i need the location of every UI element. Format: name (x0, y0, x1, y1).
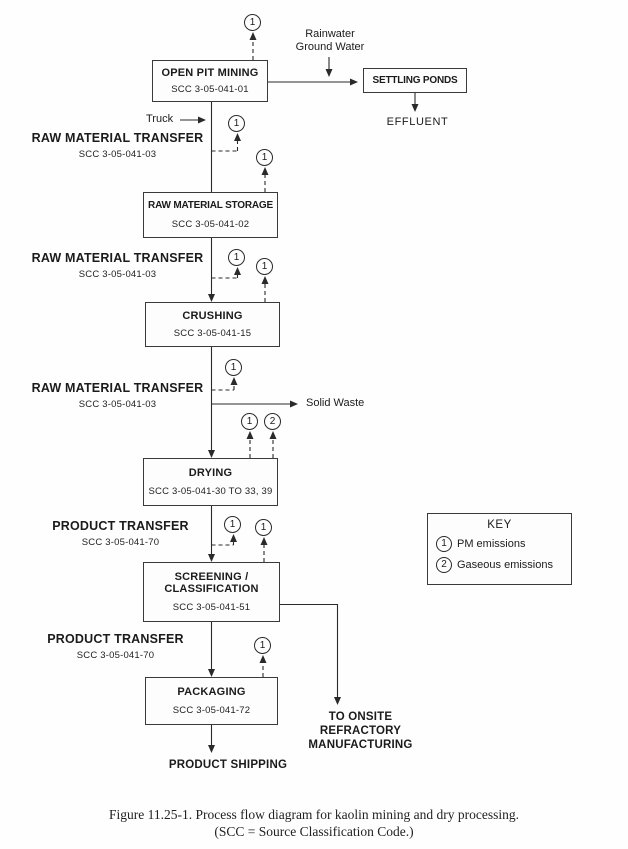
label-effluent: EFFLUENT (386, 116, 449, 128)
connector-screening-to-packaging (208, 622, 215, 677)
gaseous-emission-symbol: 2 (436, 557, 452, 573)
emission-line-drying-gaseous (270, 431, 277, 458)
label-product-shipping: PRODUCT SHIPPING (168, 759, 288, 771)
scc-code: SCC 3-05-041-72 (172, 705, 251, 717)
connector-packaging-to-shipping (208, 725, 215, 753)
side-label-title: PRODUCT TRANSFER (47, 632, 184, 646)
key-entry-pm (436, 536, 563, 552)
process-box-title-line2: CLASSIFICATION (164, 582, 259, 595)
scc-code: SCC 3-05-041-03 (78, 269, 157, 280)
label-solid-waste: Solid Waste (306, 397, 365, 409)
process-box-packaging (145, 677, 278, 725)
process-box-drying (143, 458, 278, 506)
process-box-crushing (145, 302, 280, 347)
key-title: KEY (487, 519, 512, 531)
label-to-onsite-line2: REFRACTORY (319, 725, 402, 737)
pm-emission-marker-product-transfer-1: 1 (224, 516, 241, 533)
pm-emission-marker-openpit: 1 (244, 14, 261, 31)
pm-emission-marker-transfer-1: 1 (228, 115, 245, 132)
emission-line-product-transfer-1 (212, 534, 238, 545)
key-box (427, 513, 572, 585)
emission-line-transfer-1 (212, 133, 242, 151)
figure-caption-line2: (SCC = Source Classification Code.) (214, 824, 414, 839)
process-box-title: CRUSHING (182, 309, 243, 322)
side-label-title: RAW MATERIAL TRANSFER (31, 131, 204, 145)
connector-openpit-to-settling (268, 79, 358, 86)
label-product-transfer-2 (33, 632, 198, 661)
pm-emission-marker-crushing: 1 (256, 258, 273, 275)
label-raw-material-transfer-1 (25, 131, 210, 160)
scc-code: SCC 3-05-041-51 (172, 602, 251, 614)
key-entry-label: PM emissions (457, 538, 526, 550)
process-box-title: PACKAGING (177, 685, 246, 698)
scc-code: SCC 3-05-041-03 (78, 149, 157, 160)
pm-emission-symbol: 1 (436, 536, 452, 552)
process-box-title: DRYING (188, 466, 233, 479)
scc-code: SCC 3-05-041-02 (171, 219, 250, 230)
process-box-settling-ponds (363, 68, 467, 93)
side-label-title: RAW MATERIAL TRANSFER (31, 381, 204, 395)
emission-line-packaging (260, 655, 267, 677)
label-product-transfer-1 (38, 519, 203, 548)
label-to-onsite-line1: TO ONSITE (328, 711, 393, 723)
pm-emission-marker-transfer-3: 1 (225, 359, 242, 376)
side-label-title: PRODUCT TRANSFER (52, 519, 189, 533)
emission-line-drying-pm (247, 431, 254, 458)
process-box-open-pit-mining (152, 60, 268, 102)
process-box-screening-classification (143, 562, 280, 622)
emission-line-screening (261, 537, 268, 562)
connector-drying-to-screening (208, 506, 215, 562)
figure-caption-line1: Figure 11.25-1. Process flow diagram for kaolin mining and dry processing. (108, 807, 520, 822)
process-box-title: RAW MATERIAL STORAGE (148, 200, 273, 211)
scc-code: SCC 3-05-041-01 (171, 84, 249, 96)
label-to-onsite-refractory (303, 710, 418, 752)
connector-settling-to-effluent (412, 93, 419, 112)
scc-code: SCC 3-05-041-70 (76, 650, 155, 661)
connector-solid-waste-branch (212, 401, 299, 408)
emission-line-openpit (250, 32, 257, 60)
connector-rainwater-arrow (326, 57, 333, 77)
process-box-title: SETTLING PONDS (372, 74, 458, 86)
pm-emission-marker-screening: 1 (255, 519, 272, 536)
connector-screening-to-refractory (280, 605, 341, 706)
label-raw-material-transfer-3 (25, 381, 210, 410)
label-rainwater-groundwater (292, 28, 368, 54)
emission-line-transfer-3 (212, 377, 238, 390)
label-to-onsite-line3: MANUFACTURING (308, 739, 413, 751)
connector-truck-arrow (180, 117, 206, 124)
label-raw-material-transfer-2 (25, 251, 210, 280)
scc-code: SCC 3-05-041-70 (81, 537, 160, 548)
key-entry-gaseous (436, 557, 563, 573)
process-box-title-line1: SCREENING / (174, 570, 249, 583)
scc-code: SCC 3-05-041-03 (78, 399, 157, 410)
process-box-raw-material-storage (143, 192, 278, 238)
emission-line-crushing (262, 276, 269, 302)
side-label-title: RAW MATERIAL TRANSFER (31, 251, 204, 265)
pm-emission-marker-drying: 1 (241, 413, 258, 430)
label-rainwater: Rainwater (305, 28, 355, 40)
emission-line-transfer-2 (212, 267, 242, 278)
pm-emission-marker-storage: 1 (256, 149, 273, 166)
label-ground-water: Ground Water (295, 41, 365, 53)
process-box-title: OPEN PIT MINING (161, 66, 259, 79)
gaseous-emission-marker-drying: 2 (264, 413, 281, 430)
key-entry-label: Gaseous emissions (457, 559, 553, 571)
emission-line-storage (262, 167, 269, 192)
pm-emission-marker-packaging: 1 (254, 637, 271, 654)
scc-code: SCC 3-05-041-15 (173, 328, 252, 340)
scc-code: SCC 3-05-041-30 TO 33, 39 (148, 486, 273, 498)
label-truck: Truck (146, 113, 174, 125)
figure-caption (0, 806, 628, 840)
pm-emission-marker-transfer-2: 1 (228, 249, 245, 266)
